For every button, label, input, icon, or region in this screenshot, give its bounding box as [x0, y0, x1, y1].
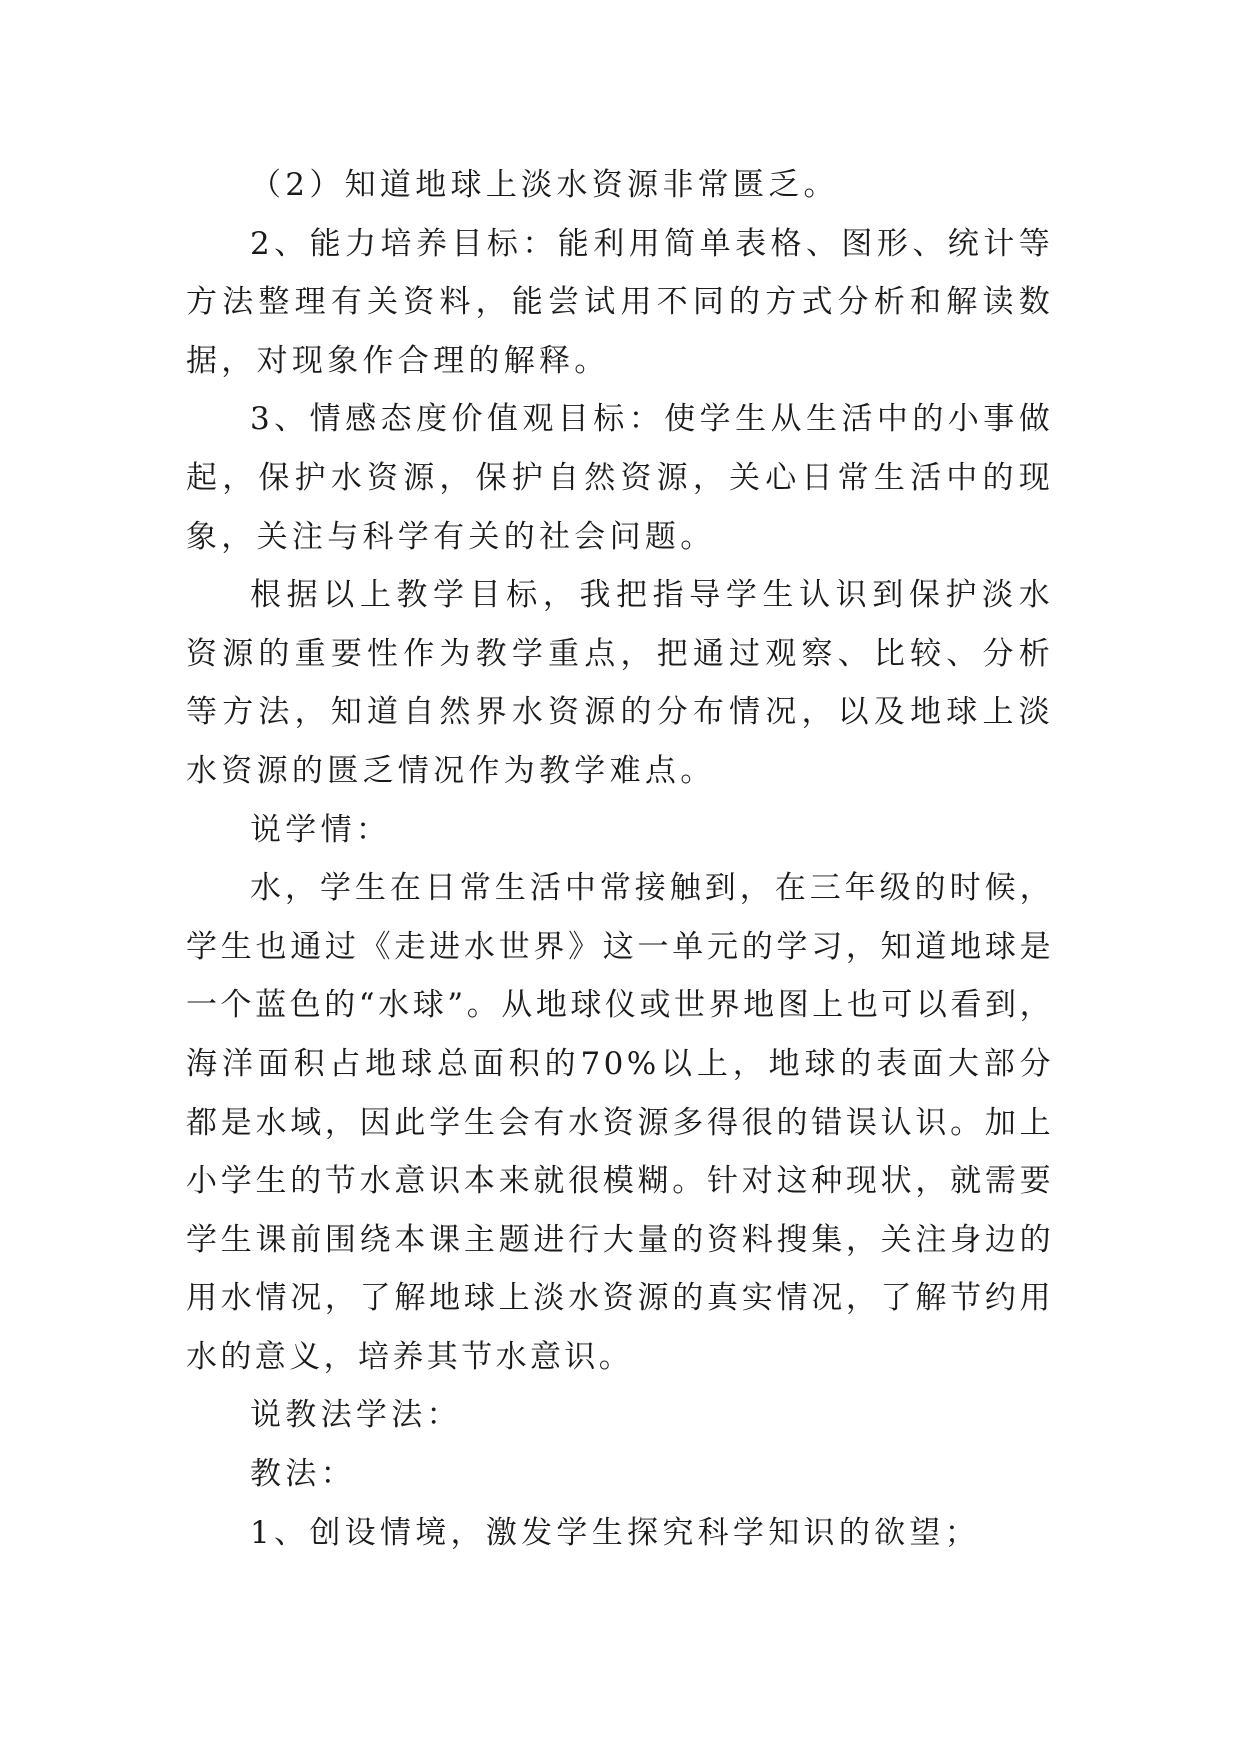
heading-teaching-method: 教法：: [250, 1456, 356, 1493]
document-page: [186, 156, 1054, 1562]
paragraph-key-points: 根据以上教学目标，我把指导学生认识到保护淡水资源的重要性作为教学重点，把通过观察、比较、分析等方法，知道自然界水资源的分布情况，以及地球上淡水资源的匮乏情况作为教学难点。: [186, 577, 1054, 789]
paragraph-emotion-goal: 3、情感态度价值观目标：使学生从生活中的小事做起，保护水资源，保护自然资源，关心日常生活中的现象，关注与科学有关的社会问题。: [186, 401, 1054, 555]
paragraph-knowledge-goal-2: （2）知道地球上淡水资源非常匮乏。: [250, 167, 839, 203]
list-item-method-1: 1、创设情境，激发学生探究科学知识的欲望；: [250, 1514, 981, 1551]
paragraph-student-analysis: 水，学生在日常生活中常接触到，在三年级的时候，学生也通过《走进水世界》这一单元的学习，知道地球是一个蓝色的“水球”。从地球仪或世界地图上也可以看到，海洋面积占地球总面积的70%以上，地球的表面大部分都是水域，因此学生会有水资源多得很的错误认识。加上小学生的节水意识本来就很模糊。针对这种现状，就需要学生课前围绕本课主题进行大量的资料搜集，关注身边的用水情况，了解地球上淡水资源的真实情况，了解节约用水的意义，培养其节水意识。: [186, 870, 1054, 1375]
heading-student-analysis: 说学情：: [250, 811, 392, 848]
paragraph-ability-goal: 2、能力培养目标：能利用简单表格、图形、统计等方法整理有关资料，能尝试用不同的方式分析和解读数据，对现象作合理的解释。: [186, 225, 1054, 379]
heading-teaching-methods: 说教法学法：: [250, 1397, 462, 1434]
